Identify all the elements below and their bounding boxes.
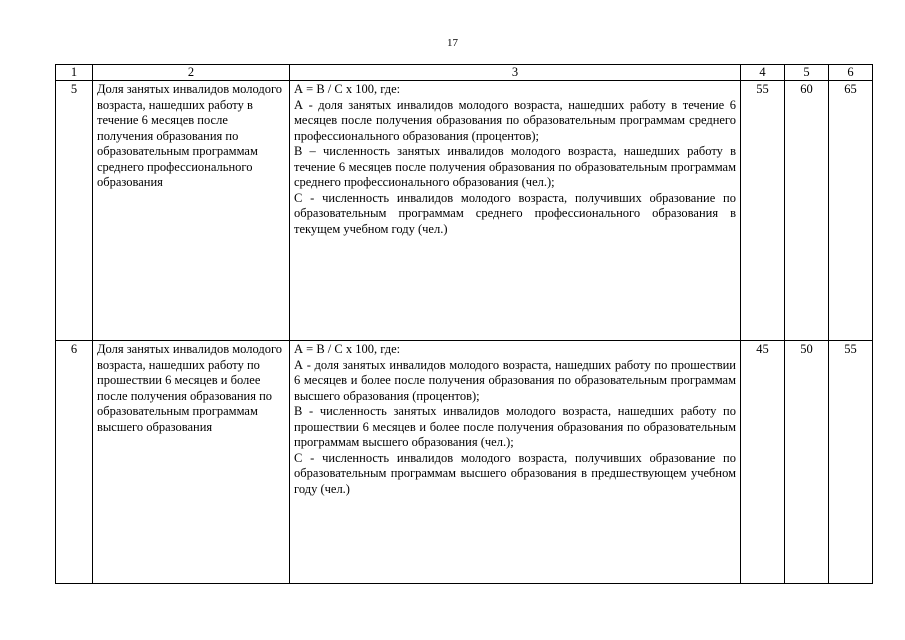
value-col6: 65	[829, 81, 873, 341]
column-header: 6	[829, 65, 873, 81]
value-col4: 45	[741, 341, 785, 584]
column-header: 2	[93, 65, 290, 81]
column-header: 5	[785, 65, 829, 81]
table-row	[56, 341, 873, 584]
row-number: 5	[56, 81, 93, 341]
definition-b: В - численность занятых инвалидов молодого возраста, нашедших работу по прошествии 6 месяцев и более после получения образования по образовательным программам высшего образования (чел.);	[294, 404, 736, 449]
column-header: 3	[290, 65, 741, 81]
value-col5: 50	[785, 341, 829, 584]
value-col6: 55	[829, 341, 873, 584]
definition-b: В – численность занятых инвалидов молодого возраста, нашедших работу в течение 6 месяцев после получения образования по образовательным программам среднего профессионального образования (чел.);	[294, 144, 736, 189]
definition-c: С - численность инвалидов молодого возраста, получивших образование по образовательным программам высшего образования в предшествующем учебном году (чел.)	[294, 450, 736, 496]
indicator-name: Доля занятых инвалидов молодого возраста, нашедших работу по прошествии 6 месяцев и более после получения образования по образовательным программам высшего образования	[93, 341, 290, 584]
indicator-name: Доля занятых инвалидов молодого возраста, нашедших работу в течение 6 месяцев после получения образования по образовательным программам среднего профессионального образования	[93, 81, 290, 341]
definition-a: А - доля занятых инвалидов молодого возраста, нашедших работу по прошествии 6 месяцев и более после получения образования по образовательным программам высшего образования (процентов);	[294, 357, 736, 403]
definition-c: С - численность инвалидов молодого возраста, получивших образование по образовательным программам среднего профессионального образования в текущем учебном году (чел.)	[294, 190, 736, 236]
formula: А = В / С х 100, где:	[294, 342, 401, 356]
row-number: 6	[56, 341, 93, 584]
page-number: 17	[447, 37, 458, 49]
calculation-method	[290, 81, 741, 341]
table-header-row	[56, 65, 873, 81]
value-col4: 55	[741, 81, 785, 341]
formula: А = В / С х 100, где:	[294, 82, 401, 96]
definition-a: А - доля занятых инвалидов молодого возраста, нашедших работу в течение 6 месяцев после получения образования по образовательным программам среднего профессионального образования (процентов);	[294, 97, 736, 143]
column-header: 1	[56, 65, 93, 81]
value-col5: 60	[785, 81, 829, 341]
calculation-method	[290, 341, 741, 584]
column-header: 4	[741, 65, 785, 81]
indicators-table	[55, 64, 873, 584]
table-row	[56, 81, 873, 341]
